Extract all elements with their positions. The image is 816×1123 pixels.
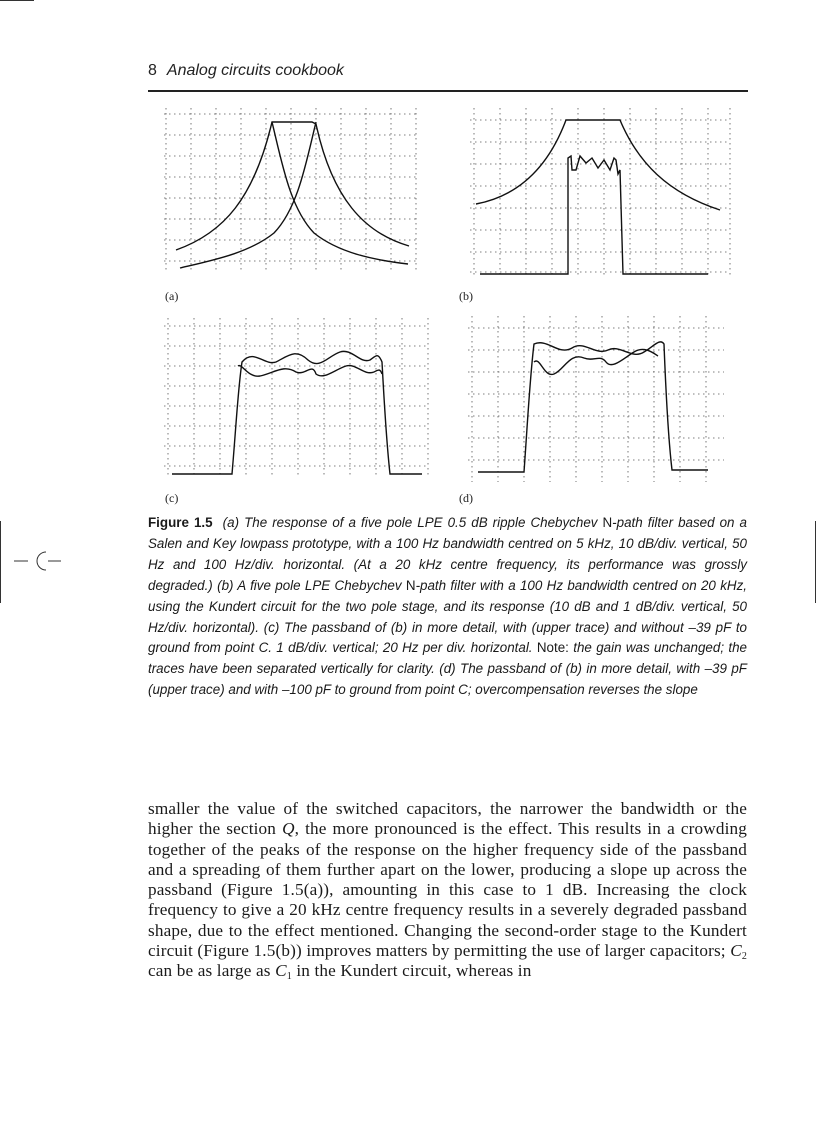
plot-c [164,318,434,484]
figure-label: Figure 1.5 [148,515,213,530]
panel-label-c: (c) [165,491,179,505]
book-title: Analog circuits cookbook [166,62,344,79]
plot-b [468,108,738,280]
figure-caption: Figure 1.5 (a) The response of a five pole LPE 0.5 dB ripple Chebychev N-path filter based on a Salen and Key lowpass prototype, with a 100 Hz bandwidth centred on 5 kHz, 10 dB/div. vertical, 50 Hz and 100 Hz/div. horizontal. (At a 20 kHz centre frequency, its performance was grossly degraded.) (b) A five pole LPE Chebychev N-path filter with a 100 Hz bandwidth centred on 20 kHz, using the Kundert circuit for the two pole stage, and its response (10 dB and 1 dB/div. vertical, 50 Hz/div. horizontal). (c) The passband of (b) in more detail, with (upper trace) and without –39 pF to ground from point C. 1 dB/div. vertical; 20 Hz per div. horizontal. Note: the gain was unchanged; the traces have been separated vertically for clarity. (d) The passband of (b) in more detail, with –39 pF (upper trace) and with –100 pF to ground from point C; overcompensation reverses the slope [148,515,748,698]
page-number: 8 [148,62,157,79]
panel-label-a: (a) [165,289,179,303]
crop-mark-icon [14,548,62,574]
body-paragraph: smaller the value of the switched capacitors, the narrower the bandwidth or the higher the section Q, the more pronounced is the effect. This results in a crowding together of the peaks of the response on the higher frequency side of the passband and a spreading of them further apart on the lower, producing a slope up across the passband (Figure 1.5(a)), amounting in this case to 1 dB. Increasing the clock frequency to give a 20 kHz centre frequency results in a severely degraded passband shape, due to the effect mentioned. Changing the second-order stage to the Kundert circuit (Figure 1.5(b)) improves matters by permitting the use of larger capacitors; $C_2$ can be as large as $C_1$ in the Kundert circuit, whereas in [148,799,747,983]
margin-mark-left [0,521,1,603]
panel-label-b: (b) [459,289,473,303]
running-header [148,62,748,80]
panel-label-d: (d) [459,491,473,505]
plot-a [164,108,432,276]
header-rule [148,90,748,92]
crop-rule-top-left [0,0,34,1]
plot-d [468,316,730,486]
